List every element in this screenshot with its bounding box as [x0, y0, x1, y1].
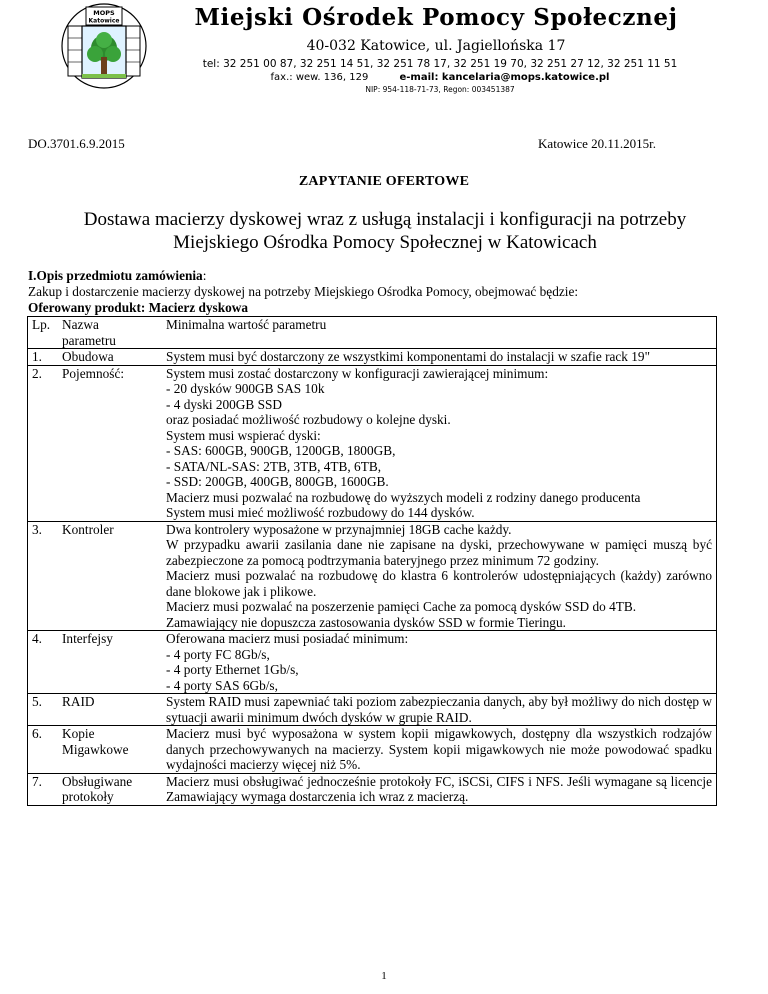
row-name-line: RAID	[62, 694, 95, 709]
row-value-line: System musi być dostarczony ze wszystkimi komponentami do instalacji w szafie rack 19"	[166, 349, 651, 364]
fax-text: fax.: wew. 136, 129	[270, 72, 369, 83]
page-number: 1	[381, 970, 387, 982]
row-name-line: Migawkowe	[62, 741, 129, 757]
row-lp: 2.	[28, 365, 59, 521]
row-value	[162, 349, 717, 366]
row-value	[162, 726, 717, 774]
row-value-line: - 4 porty SAS 6Gb/s,	[166, 677, 278, 693]
section-title-colon: :	[202, 268, 207, 283]
nip-regon: NIP: 954-118-71-73, Regon: 003451387	[365, 85, 515, 94]
table-row	[28, 726, 717, 774]
row-value-line: - 20 dysków 900GB SAS 10k	[166, 381, 325, 396]
row-value	[162, 365, 717, 521]
header-name	[58, 317, 162, 349]
document-reference: DO.3701.6.9.2015	[28, 136, 125, 151]
row-name	[58, 694, 162, 726]
logo-bottom-text: Katowice	[88, 17, 120, 25]
row-value-line: Macierz musi pozwalać na rozbudowę do klastra 6 kontrolerów udostępniających (każdy) zarówno dane blokowe jak i plikowe.	[166, 568, 712, 599]
subject-line-2: Miejskiego Ośrodka Pomocy Społecznej w Katowicach	[173, 232, 597, 253]
header-name-line-1: Nazwa	[62, 317, 99, 332]
row-lp: 6.	[28, 726, 59, 774]
row-value-line: Zamawiający nie dopuszcza zastosowania dysków SSD w formie Tieringu.	[166, 614, 566, 630]
row-name-line: Pojemność:	[62, 365, 125, 381]
row-lp: 1.	[28, 349, 59, 366]
row-name	[58, 349, 162, 366]
institution-address: 40-032 Katowice, ul. Jagiellońska 17	[306, 38, 566, 54]
specification-table	[27, 316, 717, 806]
institution-phones: tel: 32 251 00 87, 32 251 14 51, 32 251 78 17, 32 251 19 70, 32 251 27 12, 32 251 11 51	[202, 58, 678, 70]
row-value-line: System RAID musi zapewniać taki poziom zabezpieczania danych, aby był możliwy do nich dostęp w sytuacji awarii minimum dwóch dysków w grupie RAID.	[166, 694, 712, 725]
row-value-line: - SAS: 600GB, 900GB, 1200GB, 1800GB,	[166, 443, 396, 458]
place-date: Katowice 20.11.2015r.	[538, 136, 656, 151]
row-name-line: Kopie	[62, 726, 95, 741]
intro-text: Zakup i dostarczenie macierzy dyskowej na potrzeby Miejskiego Ośrodka Pomocy, obejmować będzie:	[28, 284, 579, 299]
institution-title: Miejski Ośrodek Pomocy Społecznej	[194, 4, 678, 31]
row-value-line: - 4 porty Ethernet 1Gb/s,	[166, 662, 299, 677]
row-value-line: - 4 porty FC 8Gb/s,	[166, 646, 270, 662]
table-header-row	[28, 317, 717, 349]
row-name	[58, 773, 162, 805]
row-value-line: Macierz musi obsługiwać jednocześnie protokoły FC, iSCSi, CIFS i NFS. Jeśli wymagane są licencje Zamawiający wymaga dostarczenia ich wraz z macierzą.	[166, 773, 712, 804]
header-value: Minimalna wartość parametru	[162, 317, 717, 349]
product-line: Oferowany produkt: Macierz dyskowa	[28, 300, 249, 315]
row-value-line: - SATA/NL-SAS: 2TB, 3TB, 4TB, 6TB,	[166, 458, 382, 474]
row-name-line: Obsługiwane	[62, 773, 133, 789]
row-value-line: Dwa kontrolery wyposażone w przynajmniej 18GB cache każdy.	[166, 521, 512, 537]
email-text[interactable]: e-mail: kancelaria@mops.katowice.pl	[399, 72, 610, 83]
header-lp: Lp.	[28, 317, 59, 349]
row-name-line: Obudowa	[62, 349, 114, 364]
row-value-line: System musi mieć możliwość rozbudowy do 144 dysków.	[166, 505, 475, 520]
row-name	[58, 365, 162, 521]
table-row	[28, 631, 717, 694]
row-name-line: Interfejsy	[62, 631, 113, 646]
row-value	[162, 773, 717, 805]
table-row	[28, 521, 717, 631]
row-value-line: W przypadku awarii zasilania dane nie zapisane na dyski, przechowywane w pamięci muszą być zabezpieczone za pomocą podtrzymania bateryjnego przez minimum 72 godziny.	[166, 537, 712, 568]
row-value-line: oraz posiadać możliwość rozbudowy o kolejne dyski.	[166, 412, 451, 427]
row-value	[162, 631, 717, 694]
row-value-line: System musi wspierać dyski:	[166, 427, 321, 443]
row-name	[58, 726, 162, 774]
row-value-line: Macierz musi pozwalać na poszerzenie pamięci Cache za pomocą dysków SSD do 4TB.	[166, 599, 637, 614]
table-row	[28, 349, 717, 366]
document-subject	[30, 208, 740, 254]
institution-fax-email	[150, 72, 730, 83]
table-row	[28, 773, 717, 805]
row-value-line: Oferowana macierz musi posiadać minimum:	[166, 631, 409, 646]
row-name-line: protokoły	[62, 789, 114, 804]
row-lp: 4.	[28, 631, 59, 694]
row-lp: 5.	[28, 694, 59, 726]
row-name	[58, 521, 162, 631]
row-value-line: - 4 dyski 200GB SSD	[166, 396, 282, 412]
table-row	[28, 694, 717, 726]
row-value-line: Macierz musi być wyposażona w system kopii migawkowych, dostępny dla wszystkich rodzajów danych przechowywanych na macierzy. System kopii migawkowych nie może powodować spadku wydajności macierzy więcej niż 5%.	[166, 726, 712, 772]
row-lp: 3.	[28, 521, 59, 631]
row-value	[162, 521, 717, 631]
row-value-line: Macierz musi pozwalać na rozbudowę do wyższych modeli z rodziny danego producenta	[166, 489, 641, 505]
row-lp: 7.	[32, 773, 42, 789]
header-name-line-2: parametru	[62, 332, 116, 348]
logo-top-text: MOPS	[93, 9, 115, 17]
subject-line-1: Dostawa macierzy dyskowej wraz z usługą instalacji i konfiguracji na potrzeby	[83, 209, 687, 230]
row-value-line: - SSD: 200GB, 400GB, 800GB, 1600GB.	[166, 474, 389, 489]
section-title-text: I.Opis przedmiotu zamówienia	[28, 268, 203, 283]
row-value	[162, 694, 717, 726]
table-row	[28, 365, 717, 521]
row-name-line: Kontroler	[62, 521, 114, 537]
section-title	[28, 268, 206, 284]
row-name	[58, 631, 162, 694]
mops-logo	[60, 2, 148, 90]
row-value-line: System musi zostać dostarczony w konfiguracji zawierającej minimum:	[166, 365, 549, 381]
document-heading: ZAPYTANIE OFERTOWE	[298, 174, 470, 189]
